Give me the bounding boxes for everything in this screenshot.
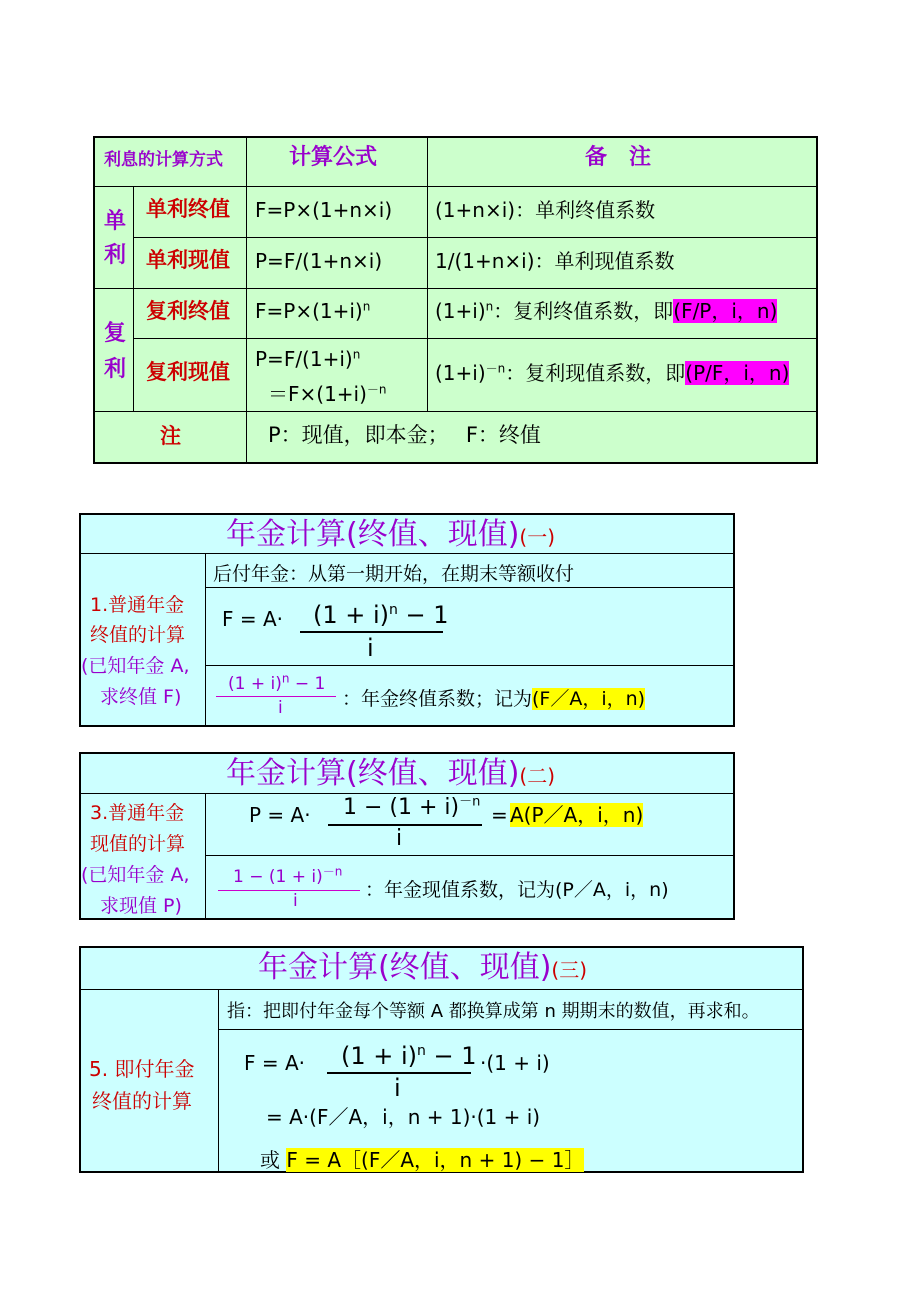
box3-line3: 或 F = A［(F／A，i，n + 1) − 1］ bbox=[260, 1148, 585, 1172]
box2-denominator: i bbox=[396, 826, 403, 851]
box1-formula-lhs: F = A· bbox=[222, 607, 284, 631]
compound-group-char-2: 利 bbox=[104, 357, 127, 382]
box1-coef-code: (F／A，i，n) bbox=[532, 688, 646, 710]
box2-left-line4: 求现值 P) bbox=[100, 895, 182, 917]
compound-pv-note: $(1+i)^{-n}$：复利现值系数，即(P/F，i，n) bbox=[435, 361, 790, 385]
header-note: 备 注 bbox=[585, 145, 652, 170]
box2-left-line2: 现值的计算 bbox=[90, 833, 186, 855]
box3-desc: 指：把即付年金每个等额 A 都换算成第 n 期期末的数值，再求和。 bbox=[227, 1001, 760, 1022]
box2-formula-lhs: P = A· bbox=[249, 803, 311, 827]
box1-numerator: $(1 + i)^n - 1$ bbox=[313, 601, 449, 629]
box1-coef-text: ：年金终值系数；记为(F／A，i，n) bbox=[342, 688, 646, 710]
box3-line3-highlight: F = A［(F／A，i，n + 1) − 1］ bbox=[286, 1148, 585, 1172]
box3-title: 年金计算(终值、现值)(三) bbox=[258, 950, 588, 985]
box3-formula-lhs: F = A· bbox=[244, 1051, 306, 1075]
box1-denominator: i bbox=[367, 634, 374, 662]
fp-code-highlight: (F/P，i，n) bbox=[673, 299, 778, 323]
box3-left-line2: 终值的计算 bbox=[92, 1089, 192, 1113]
box2-coef-text: ：年金现值系数，记为(P／A，i，n) bbox=[365, 879, 669, 901]
footer-text: P：现值，即本金； F：终值 bbox=[268, 423, 541, 447]
box1-desc: 后付年金：从第一期开始，在期末等额收付 bbox=[213, 563, 575, 585]
simple-pv-formula: P=F/(1+n×i) bbox=[255, 249, 383, 273]
box3-numerator: $(1 + i)^n - 1$ bbox=[341, 1042, 477, 1070]
box1-coef-denominator: i bbox=[278, 698, 283, 718]
box2-left-line1: 3.普通年金 bbox=[90, 802, 185, 824]
simple-pv-name: 单利现值 bbox=[146, 248, 230, 272]
compound-fv-note: $(1+i)^n$：复利终值系数，即(F/P，i，n) bbox=[435, 299, 778, 323]
box2-numerator: $1 - (1 + i)^{-n}$ bbox=[343, 794, 481, 820]
box1-left-line3: (已知年金 A, bbox=[81, 655, 190, 677]
simple-group-char-1: 单 bbox=[104, 209, 127, 234]
compound-pv-formula-line2: $=F\times(1+i)^{-n}$ bbox=[268, 382, 387, 406]
simple-fv-name: 单利终值 bbox=[146, 197, 230, 221]
box2-result: A(P／A，i，n) bbox=[510, 803, 644, 827]
box3-denominator: i bbox=[394, 1074, 401, 1102]
box2-eq: = bbox=[491, 803, 508, 827]
box1-coef-numerator: $(1 + i)^n - 1$ bbox=[228, 671, 326, 694]
pf-code-highlight: (P/F，i，n) bbox=[685, 361, 790, 385]
box3-left-line1: 5. 即付年金 bbox=[89, 1057, 195, 1081]
compound-pv-formula-line1: $P=F/(1+i)^n$ bbox=[255, 347, 361, 371]
footer-label: 注 bbox=[160, 424, 181, 448]
simple-pv-note: 1/(1+n×i)：单利现值系数 bbox=[435, 249, 675, 273]
header-formula: 计算公式 bbox=[289, 145, 378, 170]
simple-fv-note: (1+n×i)：单利终值系数 bbox=[435, 198, 656, 222]
box1-left-line2: 终值的计算 bbox=[90, 624, 186, 646]
simple-fv-formula: F=P×(1+n×i) bbox=[255, 198, 393, 222]
compound-group-char-1: 复 bbox=[104, 321, 127, 346]
box3-line2: = A·(F／A，i，n + 1)·(1 + i) bbox=[266, 1105, 541, 1129]
box3-formula-tail: ·(1 + i) bbox=[480, 1051, 550, 1075]
box2-left-line3: (已知年金 A, bbox=[81, 864, 190, 886]
simple-group-char-2: 利 bbox=[104, 243, 127, 268]
box1-left-line1: 1.普通年金 bbox=[90, 594, 185, 616]
box2-title: 年金计算(终值、现值)(二) bbox=[226, 756, 556, 791]
compound-pv-name: 复利现值 bbox=[146, 360, 230, 384]
box1-title: 年金计算(终值、现值)(一) bbox=[226, 517, 556, 552]
box1-left-line4: 求终值 F) bbox=[100, 686, 182, 708]
box2-coef-numerator: $1 - (1 + i)^{-n}$ bbox=[233, 864, 343, 887]
compound-fv-formula: $F=P\times(1+i)^n$ bbox=[255, 299, 371, 323]
box2-coef-denominator: i bbox=[293, 891, 298, 911]
compound-fv-name: 复利终值 bbox=[146, 299, 230, 323]
header-method: 利息的计算方式 bbox=[104, 150, 223, 170]
